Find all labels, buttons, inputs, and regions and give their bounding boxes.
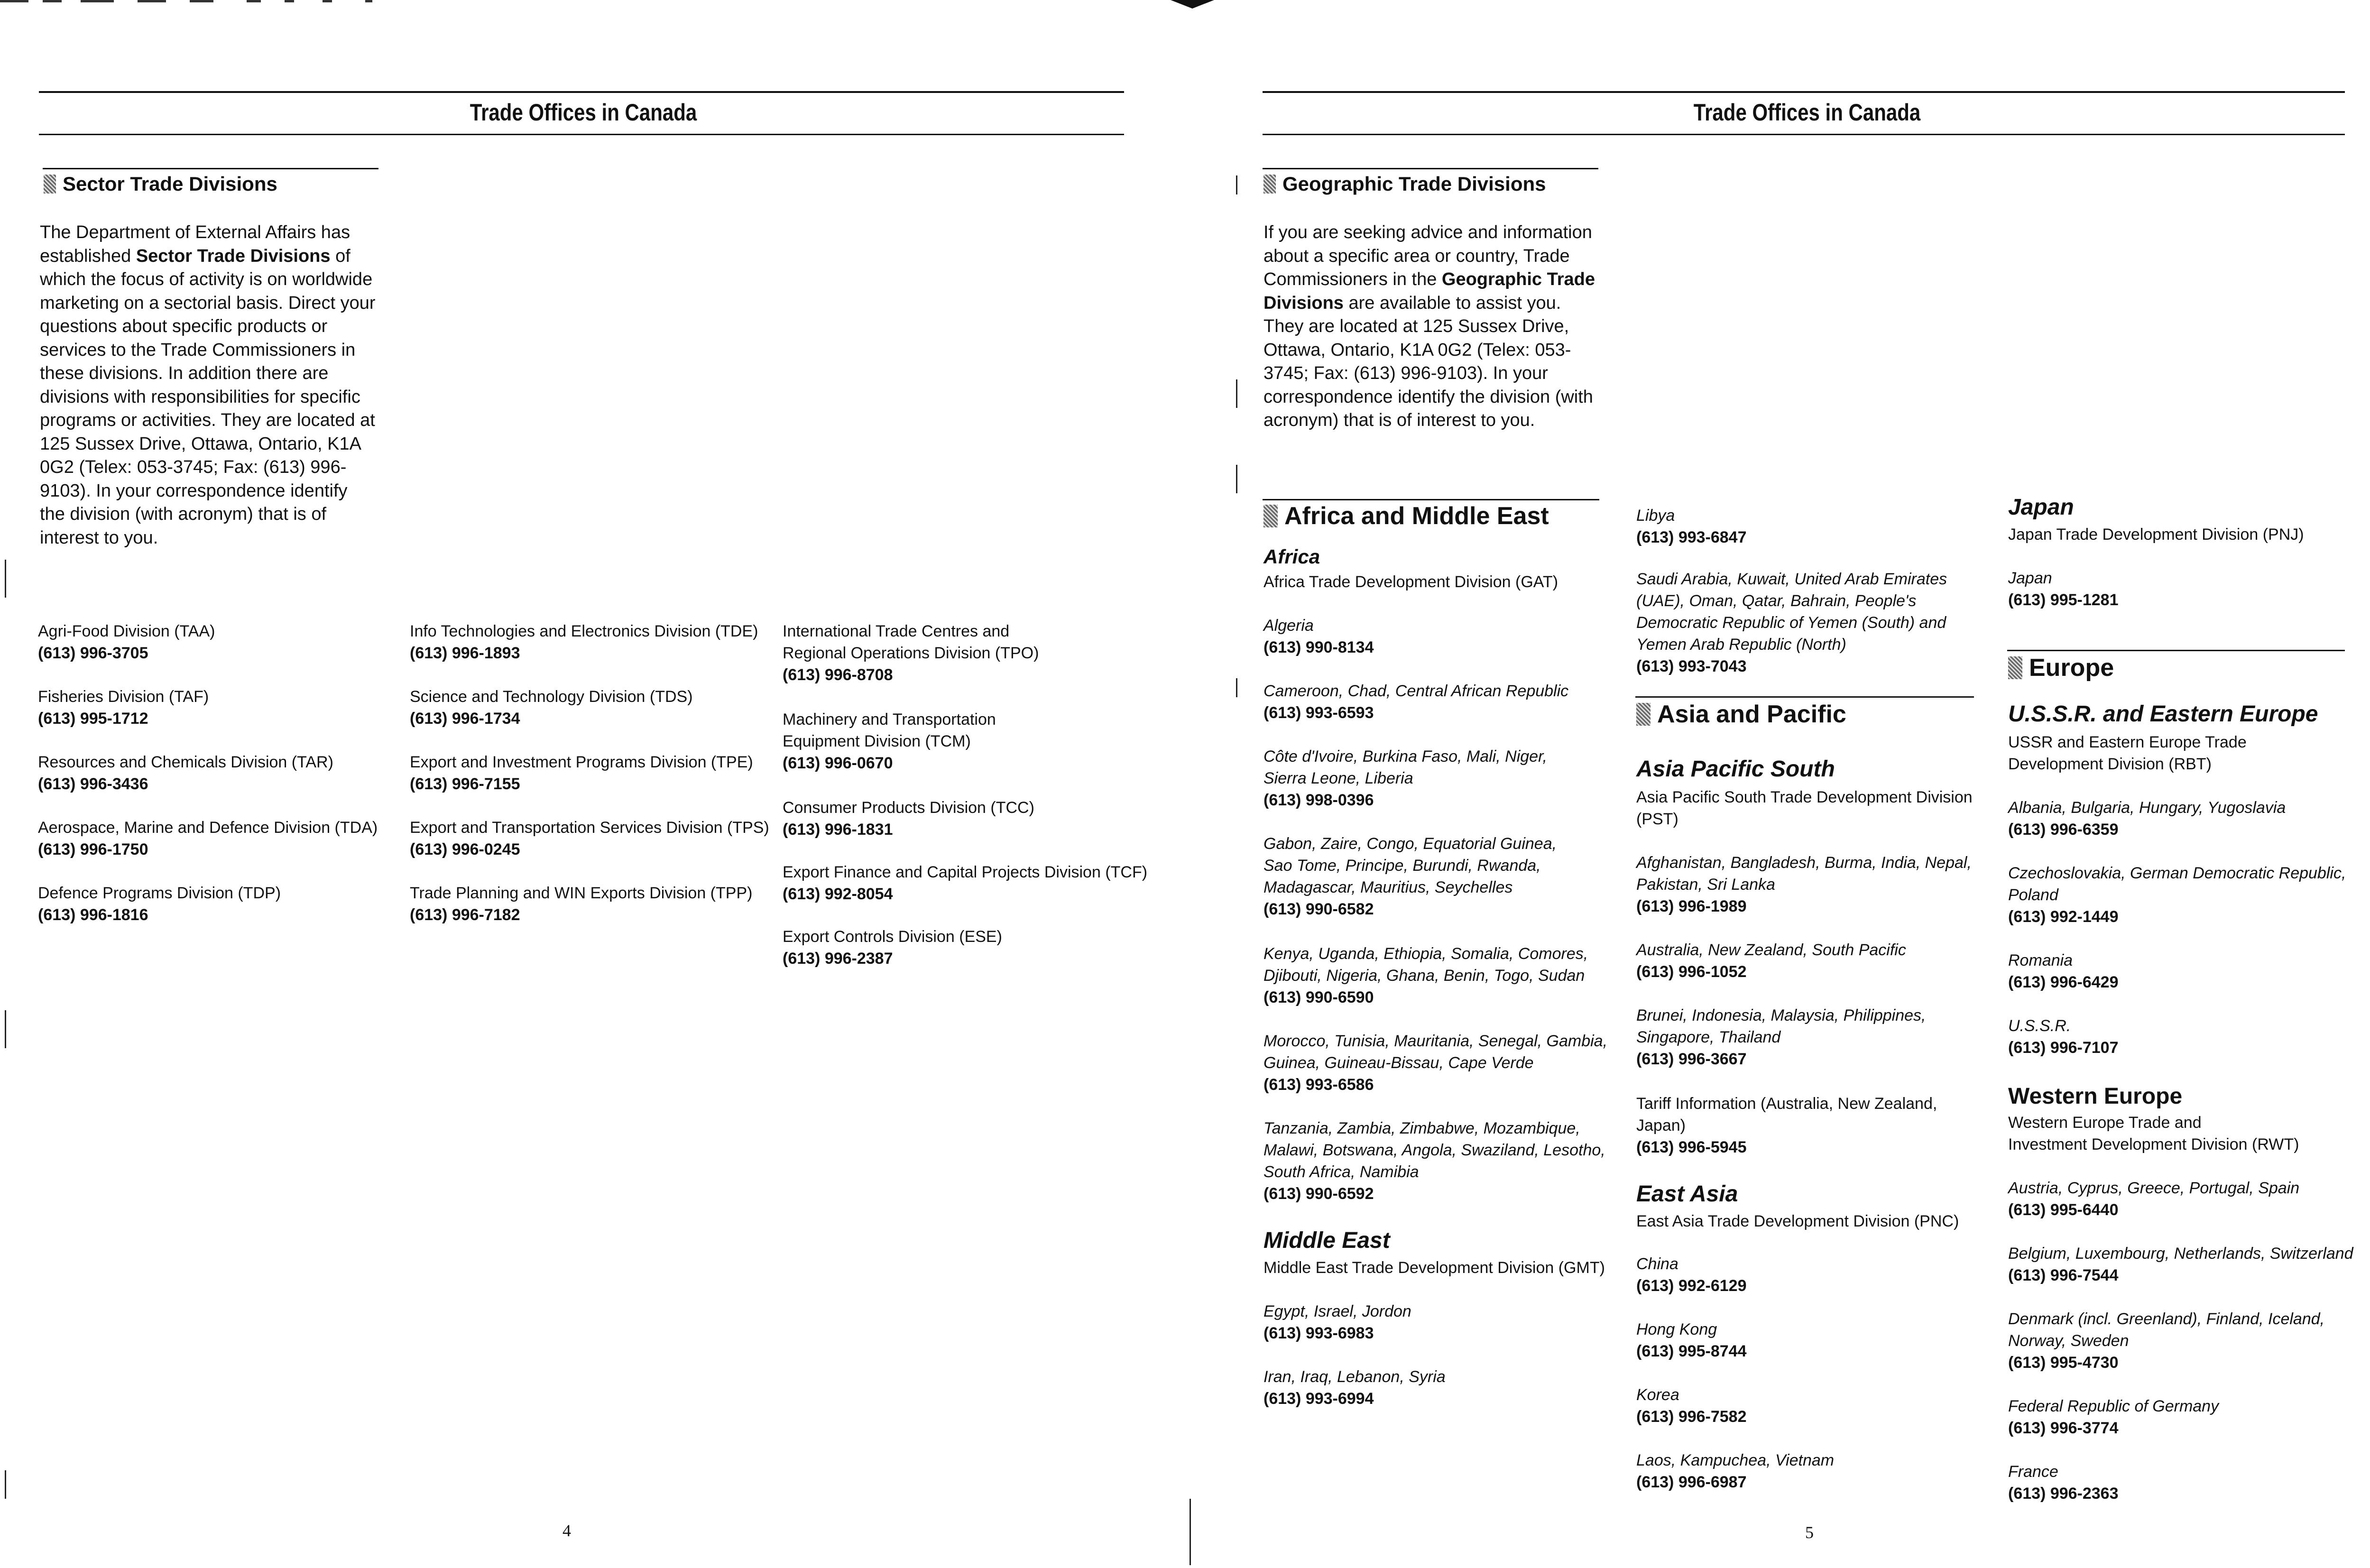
country-phone: (613) 996-6987 [1636,1473,1747,1491]
country-list: China [1636,1255,1678,1273]
country-phone: (613) 990-6582 [1263,900,1374,918]
country-entry [1263,746,1624,811]
country-entry [1636,939,1997,983]
region-group-text: Africa and Middle East [1284,502,1549,530]
country-entry [2008,1243,2369,1286]
country-phone: (613) 993-6994 [1263,1390,1374,1408]
country-list: France [2008,1463,2058,1481]
region-group-title [1636,700,1846,729]
region-group-title [2008,654,2114,682]
country-entry [2008,797,2369,840]
division-entry [783,926,1171,969]
region-division: Asia Pacific South Trade Development Division (PST) [1636,788,1973,828]
intro-text: of which the focus of activity is on worldwide marketing on a sectorial basis. Direct your questions about specific products or services to the Trade Commissioners in these divisions. In addition there are divisions with responsibilities for specific programs or activities. They are located at 125 Sussex Drive, Ottawa, Ontario, K1A 0G2 (Telex: 053-3745; Fax: (613) 996-9103). In your correspondence identify the division (with acronym) that is of interest to you. [40,246,376,548]
intro-paragraph [40,221,377,550]
country-entry [1636,1384,1997,1428]
section-marker-icon [1263,505,1278,527]
country-list: Egypt, Israel, Jordon [1263,1302,1411,1320]
country-entry [1263,943,1624,1008]
country-phone: (613) 992-1449 [2008,908,2119,926]
country-list: Japan [2008,569,2052,587]
division-entry [410,686,789,729]
division-name: Defence Programs Division (TDP) [38,884,281,902]
page-header: Trade Offices in Canada [1693,99,1921,126]
country-list: Saudi Arabia, Kuwait, United Arab Emirates (UAE), Oman, Qatar, Bahrain, People's Democratic Republic of Yemen (South) and Yemen Arab Republic (North) [1636,570,1947,654]
country-phone: (613) 995-1281 [2008,591,2119,609]
country-entry [1263,1030,1624,1096]
country-list: Tariff Information (Australia, New Zealand, Japan) [1636,1095,1937,1134]
country-list: Kenya, Uganda, Ethiopia, Somalia, Comores, Djibouti, Nigeria, Ghana, Benin, Togo, Sudan [1263,945,1588,985]
region-heading: Africa [1263,545,1320,568]
country-phone: (613) 996-6429 [2008,973,2119,991]
division-name: International Trade Centres and Regional Operations Division (TPO) [783,622,1039,662]
header-top-rule [39,91,1124,93]
country-list: Belgium, Luxembourg, Netherlands, Switzerland [2008,1245,2353,1263]
division-entry [38,686,398,729]
section-title-text: Sector Trade Divisions [63,173,277,195]
country-entry [1636,1253,1997,1297]
country-list: Korea [1636,1386,1679,1404]
country-entry [1263,615,1624,658]
division-phone: (613) 996-3436 [38,775,148,793]
country-phone: (613) 996-2363 [2008,1485,2119,1503]
country-list: Algeria [1263,617,1314,635]
division-entry [410,817,789,860]
region-group-title [1263,502,1549,530]
country-list: U.S.S.R. [2008,1017,2071,1035]
country-entry [2008,950,2369,993]
division-entry [783,797,1171,840]
division-phone: (613) 996-1831 [783,821,893,839]
country-list: Denmark (incl. Greenland), Finland, Iceland, Norway, Sweden [2008,1310,2325,1350]
country-phone: (613) 990-6590 [1263,988,1374,1006]
section-marker-icon [44,175,56,194]
division-phone: (613) 996-3705 [38,644,148,662]
country-entry [2008,862,2369,928]
division-phone: (613) 996-2387 [783,950,893,968]
division-phone: (613) 996-8708 [783,666,893,684]
division-entry [38,751,398,795]
division-name: Export Finance and Capital Projects Division (TCF) [783,863,1148,881]
division-phone: (613) 996-7182 [410,906,520,924]
division-entry [410,751,789,795]
country-list: Albania, Bulgaria, Hungary, Yugoslavia [2008,799,2286,817]
section-title [44,173,277,195]
division-entry [783,620,1171,686]
header-bottom-rule [1263,134,2345,135]
country-entry [2008,1395,2369,1439]
division-phone: (613) 996-7155 [410,775,520,793]
division-phone: (613) 992-8054 [783,885,893,903]
section-marker-icon [2008,656,2022,679]
country-list: Tanzania, Zambia, Zimbabwe, Mozambique, Malawi, Botswana, Angola, Swaziland, Lesotho, South Africa, Namibia [1263,1119,1605,1181]
intro-text: The Department of External Affairs has established [40,222,350,266]
section-marker-icon [1263,175,1276,194]
country-entry [1636,1449,1997,1493]
country-entry [1263,1117,1624,1205]
country-phone: (613) 996-1052 [1636,963,1747,981]
division-entry [410,882,789,926]
country-list: Hong Kong [1636,1320,1717,1338]
intro-bold-text: Geographic Trade Divisions [1263,269,1595,313]
division-entry [38,882,398,926]
region-group-text: Asia and Pacific [1657,701,1846,728]
division-name: Export and Investment Programs Division (TPE) [410,753,753,771]
country-entry [1263,1301,1624,1344]
division-name: Agri-Food Division (TAA) [38,622,215,640]
division-name: Aerospace, Marine and Defence Division (TDA) [38,819,378,837]
intro-bold-text: Sector Trade Divisions [136,246,331,266]
country-phone: (613) 995-6440 [2008,1201,2119,1219]
country-entry [2008,1308,2369,1374]
region-division: Africa Trade Development Division (GAT) [1263,573,1558,591]
country-list: Morocco, Tunisia, Mauritania, Senegal, Gambia, Guinea, Guineau-Bissau, Cape Verde [1263,1032,1608,1072]
country-phone: (613) 996-7544 [2008,1266,2119,1284]
country-entry [1636,568,1997,677]
division-name: Science and Technology Division (TDS) [410,688,693,706]
country-phone: (613) 993-6593 [1263,704,1374,722]
division-phone: (613) 996-1816 [38,906,148,924]
country-entry [2008,1015,2369,1059]
page-right [1186,0,2370,1568]
region-heading: Japan [2008,495,2074,520]
region-division: Western Europe Trade and Investment Development Division (RWT) [2008,1114,2299,1153]
page-number: 5 [1805,1523,1814,1542]
division-phone: (613) 996-0245 [410,840,520,858]
country-list: Afghanistan, Bangladesh, Burma, India, Nepal, Pakistan, Sri Lanka [1636,854,1972,894]
section-rule [43,168,378,169]
section-title-text: Geographic Trade Divisions [1282,173,1546,195]
division-entry [38,817,398,860]
division-entry [410,620,789,664]
region-division: East Asia Trade Development Division (PNC) [1636,1212,1959,1230]
country-phone: (613) 990-6592 [1263,1185,1374,1203]
division-entry [38,620,398,664]
country-phone: (613) 993-6847 [1636,528,1747,546]
region-heading: Middle East [1263,1228,1390,1253]
header-bottom-rule [39,134,1124,135]
country-entry [2008,1177,2369,1221]
section-rule [1263,499,1599,500]
division-name: Info Technologies and Electronics Division (TDE) [410,622,758,640]
country-phone: (613) 996-1989 [1636,897,1747,915]
country-entry [1636,1319,1997,1362]
country-entry [1636,852,1997,917]
country-list: Libya [1636,507,1675,525]
country-phone: (613) 996-3667 [1636,1050,1747,1068]
country-list: Australia, New Zealand, South Pacific [1636,941,1906,959]
division-name: Machinery and Transportation Equipment Division (TCM) [783,710,996,750]
country-entry [1636,1093,1997,1158]
country-list: Romania [2008,951,2073,969]
division-name: Fisheries Division (TAF) [38,688,209,706]
region-heading: Asia Pacific South [1636,756,1835,782]
division-entry [783,709,1171,774]
region-division: Japan Trade Development Division (PNJ) [2008,526,2304,544]
region-heading: U.S.S.R. and Eastern Europe [2008,701,2318,727]
country-phone: (613) 996-7107 [2008,1039,2119,1057]
country-list: Federal Republic of Germany [2008,1397,2219,1415]
country-phone: (613) 996-7582 [1636,1408,1747,1426]
section-rule [1635,696,1974,698]
section-marker-icon [1636,703,1651,726]
country-phone: (613) 993-6983 [1263,1324,1374,1342]
country-phone: (613) 995-4730 [2008,1354,2119,1372]
country-list: Iran, Iraq, Lebanon, Syria [1263,1368,1446,1386]
division-name: Trade Planning and WIN Exports Division (TPP) [410,884,753,902]
division-name: Resources and Chemicals Division (TAR) [38,753,333,771]
country-entry [2008,1461,2369,1504]
country-entry [1636,505,1997,548]
country-entry [1263,833,1624,920]
country-list: Laos, Kampuchea, Vietnam [1636,1451,1835,1469]
region-group-text: Europe [2029,654,2114,682]
country-list: Brunei, Indonesia, Malaysia, Philippines, Singapore, Thailand [1636,1006,1926,1046]
country-entry [1263,680,1624,724]
region-heading: Western Europe [2008,1084,2183,1109]
country-phone: (613) 995-8744 [1636,1342,1747,1360]
country-phone: (613) 996-6359 [2008,821,2119,839]
division-name: Export Controls Division (ESE) [783,928,1002,946]
section-title [1263,173,1546,195]
division-phone: (613) 996-1750 [38,840,148,858]
country-entry [2008,567,2369,611]
division-name: Export and Transportation Services Division (TPS) [410,819,769,837]
section-rule [1263,168,1598,169]
section-rule [2007,650,2345,651]
country-phone: (613) 992-6129 [1636,1277,1747,1295]
country-phone: (613) 996-3774 [2008,1419,2119,1437]
country-phone: (613) 993-6586 [1263,1076,1374,1094]
country-list: Cameroon, Chad, Central African Republic [1263,682,1569,700]
division-entry [783,861,1176,905]
country-list: Austria, Cyprus, Greece, Portugal, Spain [2008,1179,2300,1197]
intro-paragraph [1263,221,1595,433]
division-name: Consumer Products Division (TCC) [783,799,1034,817]
division-phone: (613) 996-1734 [410,710,520,728]
country-list: Côte d'Ivoire, Burkina Faso, Mali, Niger, Sierra Leone, Liberia [1263,747,1547,787]
country-entry [1263,1366,1624,1410]
region-division: USSR and Eastern Europe Trade Development Division (RBT) [2008,733,2247,773]
country-phone: (613) 990-8134 [1263,638,1374,656]
header-top-rule [1263,91,2345,93]
country-phone: (613) 993-7043 [1636,657,1747,675]
division-phone: (613) 996-1893 [410,644,520,662]
country-list: Gabon, Zaire, Congo, Equatorial Guinea, Sao Tome, Principe, Burundi, Rwanda, Madagascar, Mauritius, Seychelles [1263,835,1557,896]
page-header: Trade Offices in Canada [470,99,697,126]
region-heading: East Asia [1636,1181,1738,1207]
division-phone: (613) 995-1712 [38,710,148,728]
intro-text: are available to assist you. They are located at 125 Sussex Drive, Ottawa, Ontario, K1A 0G2 (Telex: 053-3745; Fax: (613) 996-9103). In your correspondence identify the division (with acronym) that is of interest to you. [1263,293,1593,430]
country-phone: (613) 998-0396 [1263,791,1374,809]
intro-text: If you are seeking advice and information about a specific area or country, Trade Commissioners in the [1263,222,1592,289]
page-number: 4 [563,1521,571,1540]
division-phone: (613) 996-0670 [783,754,893,772]
country-list: Czechoslovakia, German Democratic Republic, Poland [2008,864,2346,904]
country-entry [1636,1005,1997,1070]
country-phone: (613) 996-5945 [1636,1138,1747,1156]
region-division: Middle East Trade Development Division (GMT) [1263,1259,1605,1277]
